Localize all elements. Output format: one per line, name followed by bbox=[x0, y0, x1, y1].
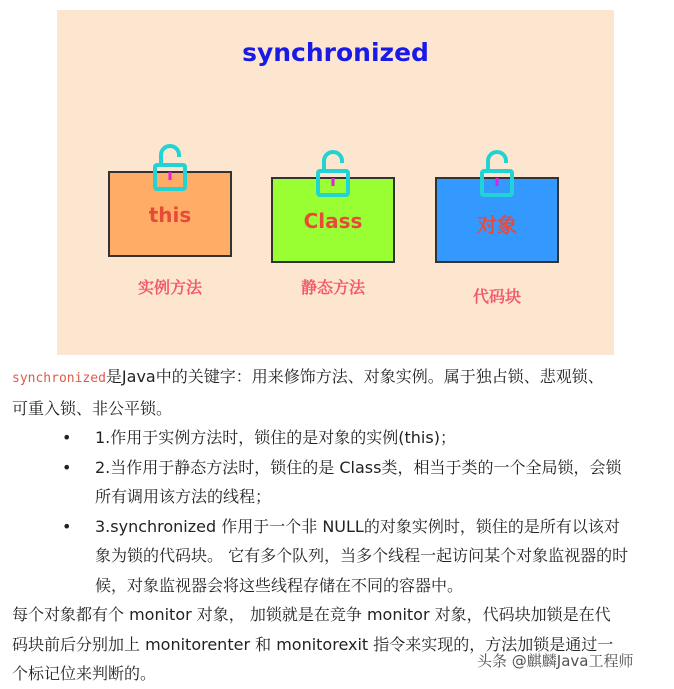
bullet-line bbox=[12, 453, 672, 483]
padlock-icon bbox=[313, 149, 353, 199]
intro-line-2: 可重入锁、非公平锁。 bbox=[12, 398, 173, 418]
closing-line: 个标记位来判断的。 bbox=[12, 664, 157, 683]
bullet-text: 1.作用于实例方法时，锁住的是对象的实例(this)； bbox=[95, 428, 456, 447]
bullet-line bbox=[12, 512, 672, 542]
lock-box-1 bbox=[271, 177, 395, 263]
box-caption: 实例方法 bbox=[137, 278, 202, 297]
box-label: this bbox=[148, 203, 192, 227]
intro-text: 是Java中的关键字：用来修饰方法、对象实例。属于独占锁、悲观锁、 bbox=[105, 367, 604, 386]
watermark: 头条 @麒麟Java工程师 bbox=[477, 652, 634, 670]
bullet-text: 候，对象监视器会将这些线程存储在不同的容器中。 bbox=[95, 575, 464, 595]
closing-paragraph bbox=[12, 600, 672, 689]
intro-line-1 bbox=[12, 362, 672, 394]
bullet-text: 3.synchronized 作用于一个非 NULL的对象实例时，锁住的是所有以该对 bbox=[95, 516, 620, 536]
article-body bbox=[12, 362, 672, 689]
lock-box-2 bbox=[435, 177, 559, 263]
bullet-line bbox=[12, 482, 672, 512]
closing-line: 每个对象都有个 monitor 对象， 加锁就是在竞争 monitor 对象，代码块加锁是在代 bbox=[12, 605, 611, 624]
lock-box-0 bbox=[108, 171, 232, 257]
bullet-text: 2.当作用于静态方法时，锁住的是 Class类，相当于类的一个全局锁，会锁 bbox=[95, 457, 622, 477]
keyword-code: synchronized bbox=[12, 371, 106, 386]
bullet-icon: • bbox=[62, 428, 72, 447]
closing-line: 码块前后分别加上 monitorenter 和 monitorexit 指令来实现的，方法加锁是通过一 bbox=[12, 634, 614, 654]
bullet-line bbox=[12, 423, 672, 453]
bullet-text: 所有调用该方法的线程； bbox=[95, 487, 272, 506]
bullet-line bbox=[12, 571, 672, 601]
box-label: 对象 bbox=[477, 213, 517, 237]
box-caption: 静态方法 bbox=[300, 278, 365, 297]
bullet-line bbox=[12, 541, 672, 571]
box-caption: 代码块 bbox=[472, 287, 521, 306]
diagram-title: synchronized bbox=[242, 38, 429, 67]
bullet-text: 象为锁的代码块。 它有多个队列，当多个线程一起访问某个对象监视器的时 bbox=[95, 546, 629, 565]
padlock-icon bbox=[477, 149, 517, 199]
box-label: Class bbox=[303, 209, 363, 233]
synchronized-diagram bbox=[57, 10, 614, 355]
bullet-list bbox=[12, 423, 672, 600]
bullet-icon: • bbox=[62, 457, 72, 477]
bullet-icon: • bbox=[62, 516, 72, 536]
padlock-icon bbox=[150, 143, 190, 193]
